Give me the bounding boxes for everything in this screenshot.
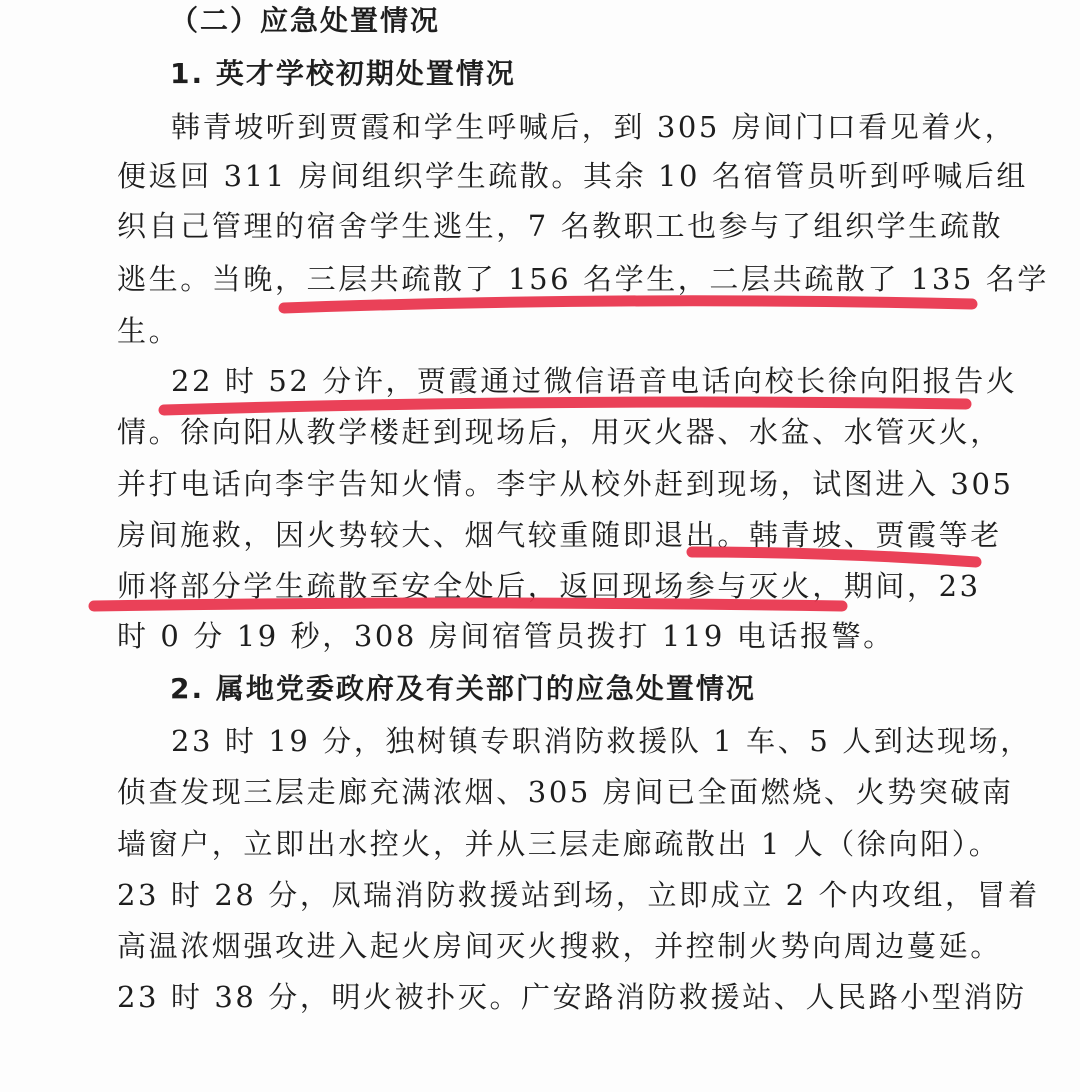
paragraph-line: 22 时 52 分许，贾霞通过微信语音电话向校长徐向阳报告火 xyxy=(171,364,1018,398)
paragraph-line: 织自己管理的宿舍学生逃生，7 名教职工也参与了组织学生疏散 xyxy=(117,209,1004,243)
paragraph-line: 时 0 分 19 秒，308 房间宿管员拨打 119 电话报警。 xyxy=(117,619,895,653)
paragraph-line: 23 时 19 分，独树镇专职消防救援队 1 车、5 人到达现场， xyxy=(171,724,1032,758)
paragraph-line: 侦查发现三层走廊充满浓烟、305 房间已全面燃烧、火势突破南 xyxy=(117,775,1014,809)
highlight-underline xyxy=(94,603,842,606)
paragraph-line: 23 时 38 分，明火被扑灭。广安路消防救援站、人民路小型消防 xyxy=(117,980,1027,1014)
highlight-underline xyxy=(692,552,976,562)
paragraph-line: 高温浓烟强攻进入起火房间灭火搜救，并控制火势向周边蔓延。 xyxy=(117,929,1002,963)
section-heading: （二）应急处置情况 xyxy=(170,4,441,37)
paragraph-line: 23 时 28 分，凤瑞消防救援站到场，立即成立 2 个内攻组，冒着 xyxy=(117,878,1040,912)
subsection-2-heading: 2. 属地党委政府及有关部门的应急处置情况 xyxy=(170,672,756,705)
paragraph-line: 墙窗户，立即出水控火，并从三层走廊疏散出 1 人（徐向阳）。 xyxy=(117,827,1001,861)
paragraph-line: 并打电话向李宇告知火情。李宇从校外赶到现场，试图进入 305 xyxy=(117,467,1014,501)
highlight-underline xyxy=(284,301,972,308)
subsection-1-heading: 1. 英才学校初期处置情况 xyxy=(170,57,516,90)
paragraph-line: 生。 xyxy=(117,314,181,348)
paragraph-line: 韩青坡听到贾霞和学生呼喊后，到 305 房间门口看见着火， xyxy=(171,110,1017,144)
highlight-underline xyxy=(164,402,966,410)
paragraph-line: 房间施救，因火势较大、烟气较重随即退出。韩青坡、贾霞等老 xyxy=(117,518,1002,552)
paragraph-line: 情。徐向阳从教学楼赶到现场后，用灭火器、水盆、水管灭火， xyxy=(117,415,1002,449)
paragraph-line: 便返回 311 房间组织学生疏散。其余 10 名宿管员听到呼喊后组 xyxy=(117,159,1028,193)
paragraph-line: 逃生。当晚，三层共疏散了 156 名学生，二层共疏散了 135 名学 xyxy=(117,262,1049,296)
paragraph-line: 师将部分学生疏散至安全处后，返回现场参与灭火，期间，23 xyxy=(117,569,981,603)
